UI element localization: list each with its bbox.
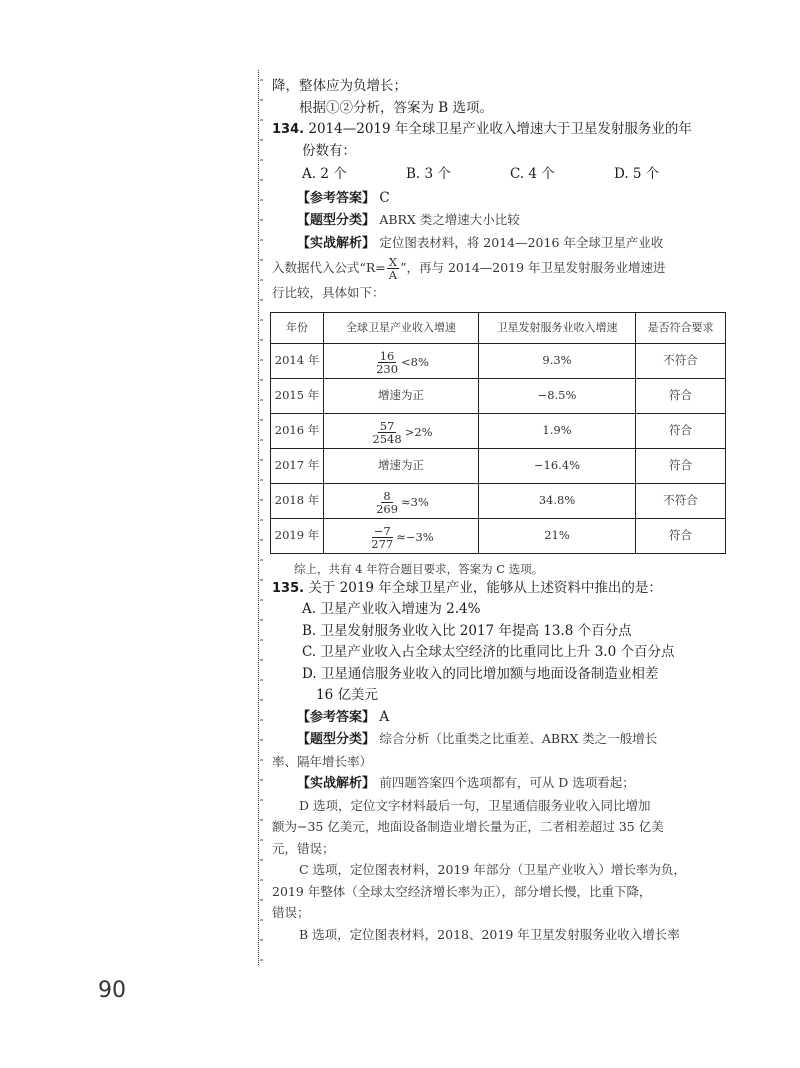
analysis-text: 定位图表材料，将 2014—2016 年全球卫星产业收 <box>379 234 664 250</box>
growth-comparison: <8% <box>401 354 429 369</box>
analysis-text: D 选项，定位文字材料最后一句，卫星通信服务业收入同比增加 <box>299 797 651 813</box>
analysis-row <box>272 232 724 255</box>
analysis-label: 【实战解析】 <box>297 235 376 251</box>
table-header: 年份 <box>271 312 324 343</box>
analysis-text: C 选项，定位图表材料，2019 年部分（卫星产业收入）增长率为负， <box>299 862 686 877</box>
text-line: 根据①②分析，答案为 B 选项。 <box>299 99 494 116</box>
table-cell-satellite-growth <box>324 343 479 378</box>
fraction-numerator: 16 <box>379 349 395 363</box>
text-line: 降，整体应为负增长； <box>272 78 407 94</box>
answer-label: 【参考答案】 <box>297 190 376 206</box>
growth-expression <box>369 420 432 445</box>
table-cell-meets-requirement: 符合 <box>636 378 726 413</box>
table-cell-meets-requirement: 符合 <box>636 448 726 483</box>
table-cell-launch-growth: 1.9% <box>479 413 636 448</box>
type-row <box>272 728 724 751</box>
option-c: C. 卫星产业收入占全球太空经济的比重同比上升 3.0 个百分点 <box>302 644 675 660</box>
table-cell-launch-growth: −8.5% <box>479 378 636 413</box>
answer-row <box>272 707 724 729</box>
table-row <box>271 448 726 483</box>
growth-text: 增速为正 <box>378 457 424 472</box>
growth-expression <box>368 525 433 550</box>
analysis-text: 错误； <box>272 905 310 920</box>
table-cell-year: 2014 年 <box>271 343 324 378</box>
table-cell-launch-growth: 34.8% <box>479 483 636 518</box>
analysis-text: 入数据代入公式“R= <box>272 260 386 275</box>
option-a: A. 卫星产业收入增速为 2.4% <box>302 601 481 617</box>
growth-fraction <box>369 525 395 550</box>
type-label: 【题型分类】 <box>297 213 376 228</box>
table-cell-launch-growth: −16.4% <box>479 448 636 483</box>
growth-fraction <box>374 490 400 515</box>
growth-comparison: >2% <box>404 424 433 439</box>
question-number: 135. <box>272 580 305 596</box>
growth-fraction <box>374 350 400 375</box>
table-cell-satellite-growth <box>324 378 479 413</box>
option-d: D. 卫星通信服务业收入的同比增加额与地面设备制造业相差 <box>302 665 659 682</box>
type-row <box>272 209 724 232</box>
formula-numerator: X <box>388 255 398 269</box>
question-text: 关于 2019 年全球卫星产业，能够从上述资料中推出的是： <box>308 579 662 596</box>
comparison-table <box>270 312 726 554</box>
growth-expression <box>373 490 429 515</box>
table-cell-year: 2017 年 <box>271 448 324 483</box>
table-row <box>271 483 726 518</box>
growth-fraction <box>370 420 403 445</box>
table-cell-year: 2019 年 <box>271 518 324 553</box>
type-value: ABRX 类之增速大小比较 <box>379 212 520 227</box>
fraction-denominator: 269 <box>376 502 399 516</box>
type-value: 综合分析（比重类之比重差、ABRX 类之一般增长 <box>379 731 658 746</box>
table-header-row <box>271 312 726 343</box>
formula-denominator: A <box>388 268 398 282</box>
table-cell-meets-requirement: 符合 <box>636 413 726 448</box>
analysis-text: 前四题答案四个选项都有，可从 D 选项看起； <box>379 775 635 790</box>
table-cell-satellite-growth <box>324 413 479 448</box>
question-135-stem <box>272 578 724 600</box>
table-cell-satellite-growth <box>324 448 479 483</box>
table-summary: 综上，共有 4 年符合题目要求，答案为 C 选项。 <box>294 561 544 576</box>
option-d: D. 5 个 <box>614 166 660 182</box>
table-cell-launch-growth: 9.3% <box>479 343 636 378</box>
table-header: 是否符合要求 <box>636 312 726 343</box>
fraction-numerator: 57 <box>379 419 395 433</box>
table-body <box>271 343 726 553</box>
growth-expression <box>373 350 429 375</box>
fraction-denominator: 2548 <box>372 432 402 446</box>
table-cell-meets-requirement: 符合 <box>636 518 726 553</box>
formula-fraction <box>387 256 399 281</box>
table-cell-satellite-growth <box>324 518 479 553</box>
fraction-denominator: 277 <box>371 537 394 551</box>
analysis-label: 【实战解析】 <box>297 776 376 791</box>
question-134-stem <box>272 119 724 141</box>
table-row <box>271 343 726 378</box>
question-number: 134. <box>272 122 305 137</box>
analysis-text: ”，再与 2014—2019 年卫星发射服务业增速进 <box>400 260 666 275</box>
question-text: 2014—2019 年全球卫星产业收入增速大于卫星发射服务业的年 <box>308 121 692 137</box>
growth-text: 增速为正 <box>378 387 424 402</box>
answer-value: A <box>379 708 390 725</box>
table-row <box>271 378 726 413</box>
table-row <box>271 518 726 553</box>
table-header: 全球卫星产业收入增速 <box>324 312 479 343</box>
page-content <box>272 76 724 945</box>
table-cell-year: 2018 年 <box>271 483 324 518</box>
analysis-text: 2019 年整体（全球太空经济增长率为正），部分增长慢，比重下降， <box>272 883 652 899</box>
option-c: C. 4 个 <box>510 166 555 182</box>
analysis-formula-line <box>272 254 724 282</box>
option-d-cont: 16 亿美元 <box>316 687 378 703</box>
analysis-text: 行比较，具体如下： <box>272 285 385 300</box>
option-b: B. 卫星发射服务业收入比 2017 年提高 13.8 个百分点 <box>302 622 632 639</box>
table-row <box>271 413 726 448</box>
page-number: 90 <box>98 978 126 1003</box>
table-cell-satellite-growth <box>324 483 479 518</box>
answer-label: 【参考答案】 <box>297 709 376 725</box>
table-cell-meets-requirement: 不符合 <box>636 343 726 378</box>
fraction-denominator: 230 <box>376 362 399 376</box>
fraction-numerator: 8 <box>383 489 391 503</box>
growth-comparison: ≈−3% <box>396 529 434 544</box>
question-134-options <box>272 164 724 186</box>
analysis-text: 元，错误； <box>272 840 335 856</box>
answer-row <box>272 188 724 210</box>
analysis-text: 额为−35 亿美元，地面设备制造业增长量为正，二者相差超过 35 亿美 <box>272 819 664 834</box>
table-cell-launch-growth: 21% <box>479 518 636 553</box>
type-label: 【题型分类】 <box>297 732 376 747</box>
growth-comparison: ≈3% <box>401 494 429 509</box>
option-b: B. 3 个 <box>406 166 451 182</box>
analysis-text: B 选项，定位图表材料，2018、2019 年卫星发射服务业收入增长率 <box>299 926 680 942</box>
binding-margin-line <box>258 70 265 965</box>
question-text-cont: 份数有： <box>302 142 356 159</box>
table-header: 卫星发射服务业收入增速 <box>479 312 636 343</box>
table-cell-year: 2016 年 <box>271 413 324 448</box>
table-cell-meets-requirement: 不符合 <box>636 483 726 518</box>
option-a: A. 2 个 <box>302 166 347 182</box>
answer-value: C <box>379 189 390 206</box>
analysis-row <box>272 772 724 795</box>
fraction-numerator: −7 <box>373 524 391 538</box>
table-cell-year: 2015 年 <box>271 378 324 413</box>
type-value-cont: 率、隔年增长率） <box>272 753 373 769</box>
